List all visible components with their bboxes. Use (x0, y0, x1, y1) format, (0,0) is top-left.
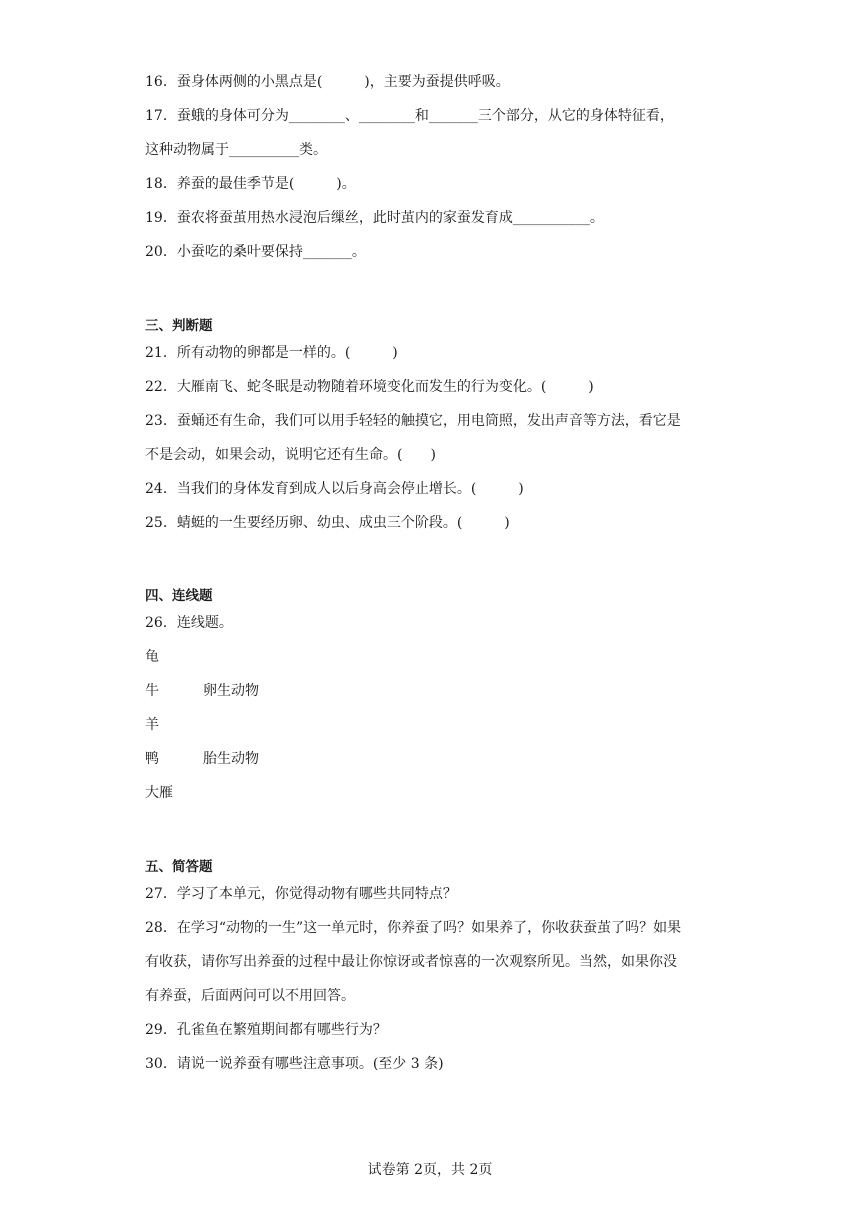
match-left-item: 鸭 (145, 751, 159, 767)
question-18: 18．养蚕的最佳季节是( )。 (145, 176, 356, 192)
question-17-line-1: 17．蚕蛾的身体可分为________、________和_______三个部分，从它的身体特征看， (145, 108, 674, 124)
section-heading-short-answer: 五、简答题 (145, 859, 213, 875)
question-23-line-1: 23．蚕蛹还有生命，我们可以用手轻轻的触摸它，用电筒照，发出声音等方法，看它是 (145, 413, 681, 429)
question-23-line-2: 不是会动，如果会动，说明它还有生命。( ) (145, 447, 436, 463)
question-21: 21．所有动物的卵都是一样的。( ) (145, 345, 398, 361)
match-right-item: 卵生动物 (203, 683, 259, 699)
section-heading-judgment: 三、判断题 (145, 318, 213, 334)
question-24: 24．当我们的身体发育到成人以后身高会停止增长。( ) (145, 481, 524, 497)
question-28-line-2: 有收获，请你写出养蚕的过程中最让你惊讶或者惊喜的一次观察所见。当然，如果你没 (145, 954, 677, 970)
question-28-line-3: 有养蚕，后面两问可以不用回答。 (145, 988, 355, 1004)
question-29: 29．孔雀鱼在繁殖期间都有哪些行为？ (145, 1022, 387, 1038)
match-left-item: 大雁 (145, 785, 173, 801)
page-footer: 试卷第 2页，共 2页 (367, 1162, 493, 1178)
question-28-line-1: 28．在学习“动物的一生”这一单元时，你养蚕了吗？如果养了，你收获蚕茧了吗？如果 (145, 920, 682, 936)
match-left-item: 龟 (145, 649, 159, 665)
question-30: 30．请说一说养蚕有哪些注意事项。(至少 3 条) (145, 1056, 444, 1072)
question-19: 19．蚕农将蚕茧用热水浸泡后缫丝，此时茧内的家蚕发育成___________。 (145, 210, 604, 226)
match-left-item: 羊 (145, 717, 159, 733)
match-right-item: 胎生动物 (203, 751, 259, 767)
question-26: 26．连线题。 (145, 615, 233, 631)
question-25: 25．蜻蜓的一生要经历卵、幼虫、成虫三个阶段。( ) (145, 515, 510, 531)
question-16: 16．蚕身体两侧的小黑点是( )，主要为蚕提供呼吸。 (145, 74, 510, 90)
question-20: 20．小蚕吃的桑叶要保持_______。 (145, 244, 366, 260)
question-22: 22．大雁南飞、蛇冬眠是动物随着环境变化而发生的行为变化。( ) (145, 379, 594, 395)
match-left-item: 牛 (145, 683, 159, 699)
question-27: 27．学习了本单元，你觉得动物有哪些共同特点？ (145, 886, 457, 902)
question-17-line-2: 这种动物属于__________类。 (145, 142, 327, 158)
section-heading-matching: 四、连线题 (145, 588, 213, 604)
